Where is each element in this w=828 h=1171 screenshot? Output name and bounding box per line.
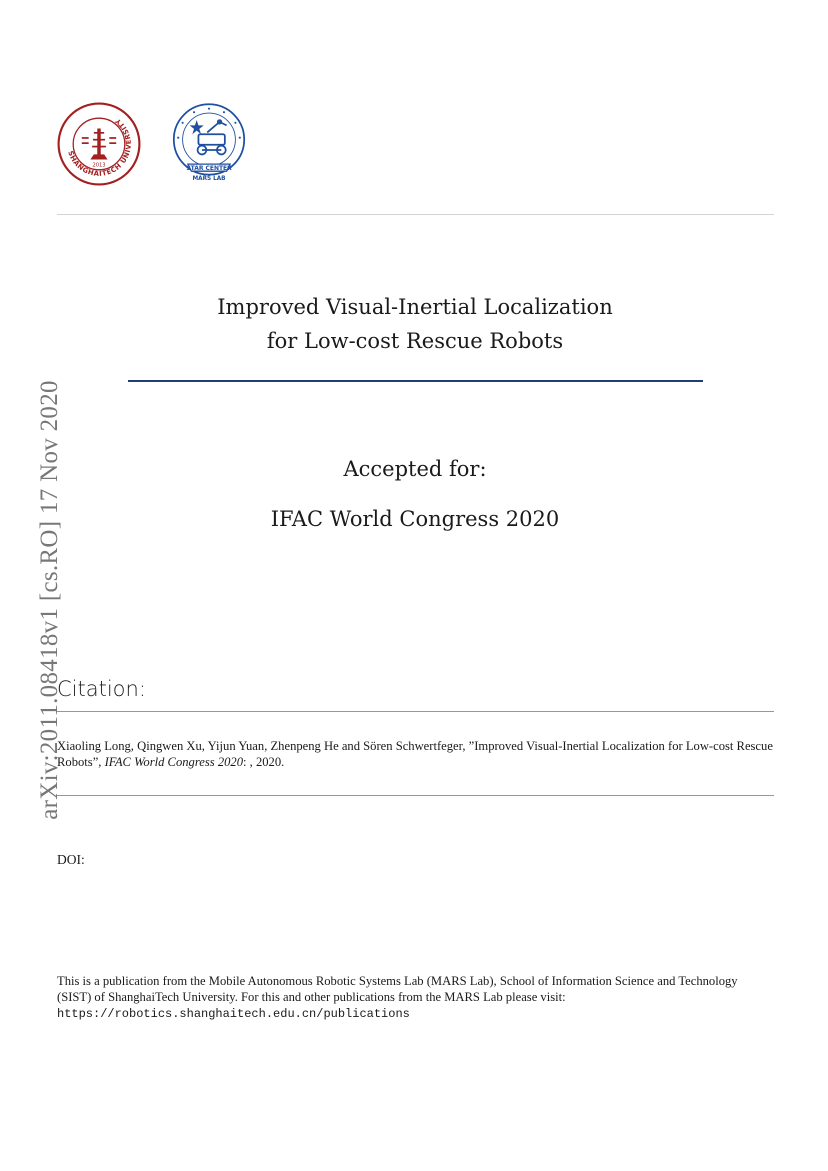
header-divider (57, 214, 774, 215)
accepted-label: Accepted for: (343, 457, 487, 481)
citation-bottom-divider (57, 795, 774, 796)
title-divider (128, 380, 703, 382)
title-line-1: Improved Visual-Inertial Localization (217, 295, 613, 319)
star-icon (190, 120, 204, 134)
tower-icon (82, 129, 116, 160)
paper-title (0, 290, 828, 358)
doi-label: DOI: (57, 852, 85, 867)
footer-text: This is a publication from the Mobile Autonomous Robotic Systems Lab (MARS Lab), School of Information Science and Technology (SIST) of ShanghaiTech University. For this and other publications from the MARS Lab please visit: (57, 974, 738, 1004)
citation-text (57, 738, 775, 770)
publication-footer (57, 973, 775, 1022)
shanghaitech-university-logo (56, 101, 142, 187)
logo-star-center-text: STAR CENTER (186, 164, 232, 172)
citation-top-divider (57, 711, 774, 712)
logo-year: 2013 (92, 162, 106, 169)
citation-heading: Citation: (57, 677, 146, 701)
logo-mars-lab-text: MARS LAB (192, 175, 226, 182)
mars-lab-logo (165, 99, 253, 187)
citation-authors-title: Xiaoling Long, Qingwen Xu, Yijun Yuan, Zhenpeng He and Sören Schwertfeger, ”Improved Visual-Inertial Localization for Low-cost Rescue Robots”, (57, 739, 773, 769)
citation-tail: : , 2020. (243, 755, 285, 769)
publications-link[interactable]: https://robotics.shanghaitech.edu.cn/publications (57, 1007, 410, 1021)
accepted-venue: IFAC World Congress 2020 (270, 507, 560, 531)
logo-ring-text: SHANGHAITECH UNIVERSITY (66, 116, 133, 178)
robot-icon (198, 120, 227, 154)
citation-venue: IFAC World Congress 2020 (104, 755, 244, 769)
title-line-2: for Low-cost Rescue Robots (266, 329, 564, 353)
arxiv-stamp: arXiv:2011.08418v1 [cs.RO] 17 Nov 2020 (36, 380, 63, 820)
